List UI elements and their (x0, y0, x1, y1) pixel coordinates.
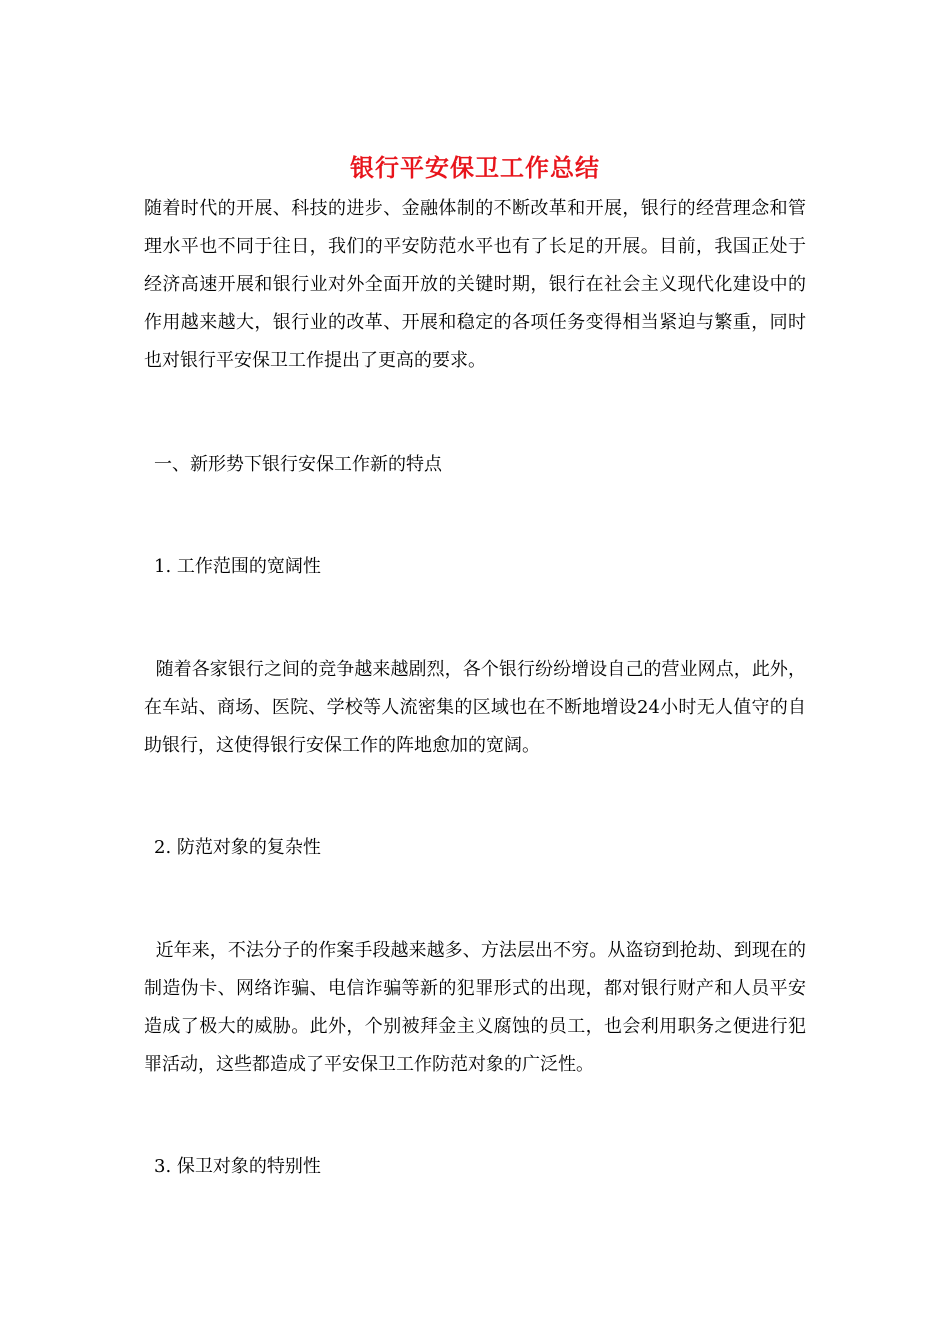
item-heading-3: 3. 保卫对象的特别性 (154, 1156, 321, 1177)
section-heading-1: 一、新形势下银行安保工作新的特点 (154, 454, 442, 475)
item-body-1: 随着各家银行之间的竞争越来越剧烈，各个银行纷纷增设自己的营业网点，此外，在车站、商场、医院、学校等人流密集的区域也在不断地增设24小时无人值守的自助银行，这使得银行安保工作的阵地愈加的宽阔。 (144, 659, 806, 756)
intro-paragraph: 随着时代的开展、科技的进步、金融体制的不断改革和开展，银行的经营理念和管理水平也不同于往日，我们的平安防范水平也有了长足的开展。目前，我国正处于经济高速开展和银行业对外全面开放的关键时期，银行在社会主义现代化建设中的作用越来越大，银行业的改革、开展和稳定的各项任务变得相当紧迫与繁重，同时也对银行平安保卫工作提出了更高的要求。 (144, 198, 806, 371)
document-title: 银行平安保卫工作总结 (350, 153, 600, 182)
item-heading-1: 1. 工作范围的宽阔性 (154, 556, 321, 577)
item-heading-2: 2. 防范对象的复杂性 (154, 837, 321, 858)
item-body-2: 近年来，不法分子的作案手段越来越多、方法层出不穷。从盗窃到抢劫、到现在的制造伪卡、网络诈骗、电信诈骗等新的犯罪形式的出现，都对银行财产和人员平安造成了极大的威胁。此外，个别被拜金主义腐蚀的员工，也会利用职务之便进行犯罪活动，这些都造成了平安保卫工作防范对象的广泛性。 (144, 940, 806, 1075)
